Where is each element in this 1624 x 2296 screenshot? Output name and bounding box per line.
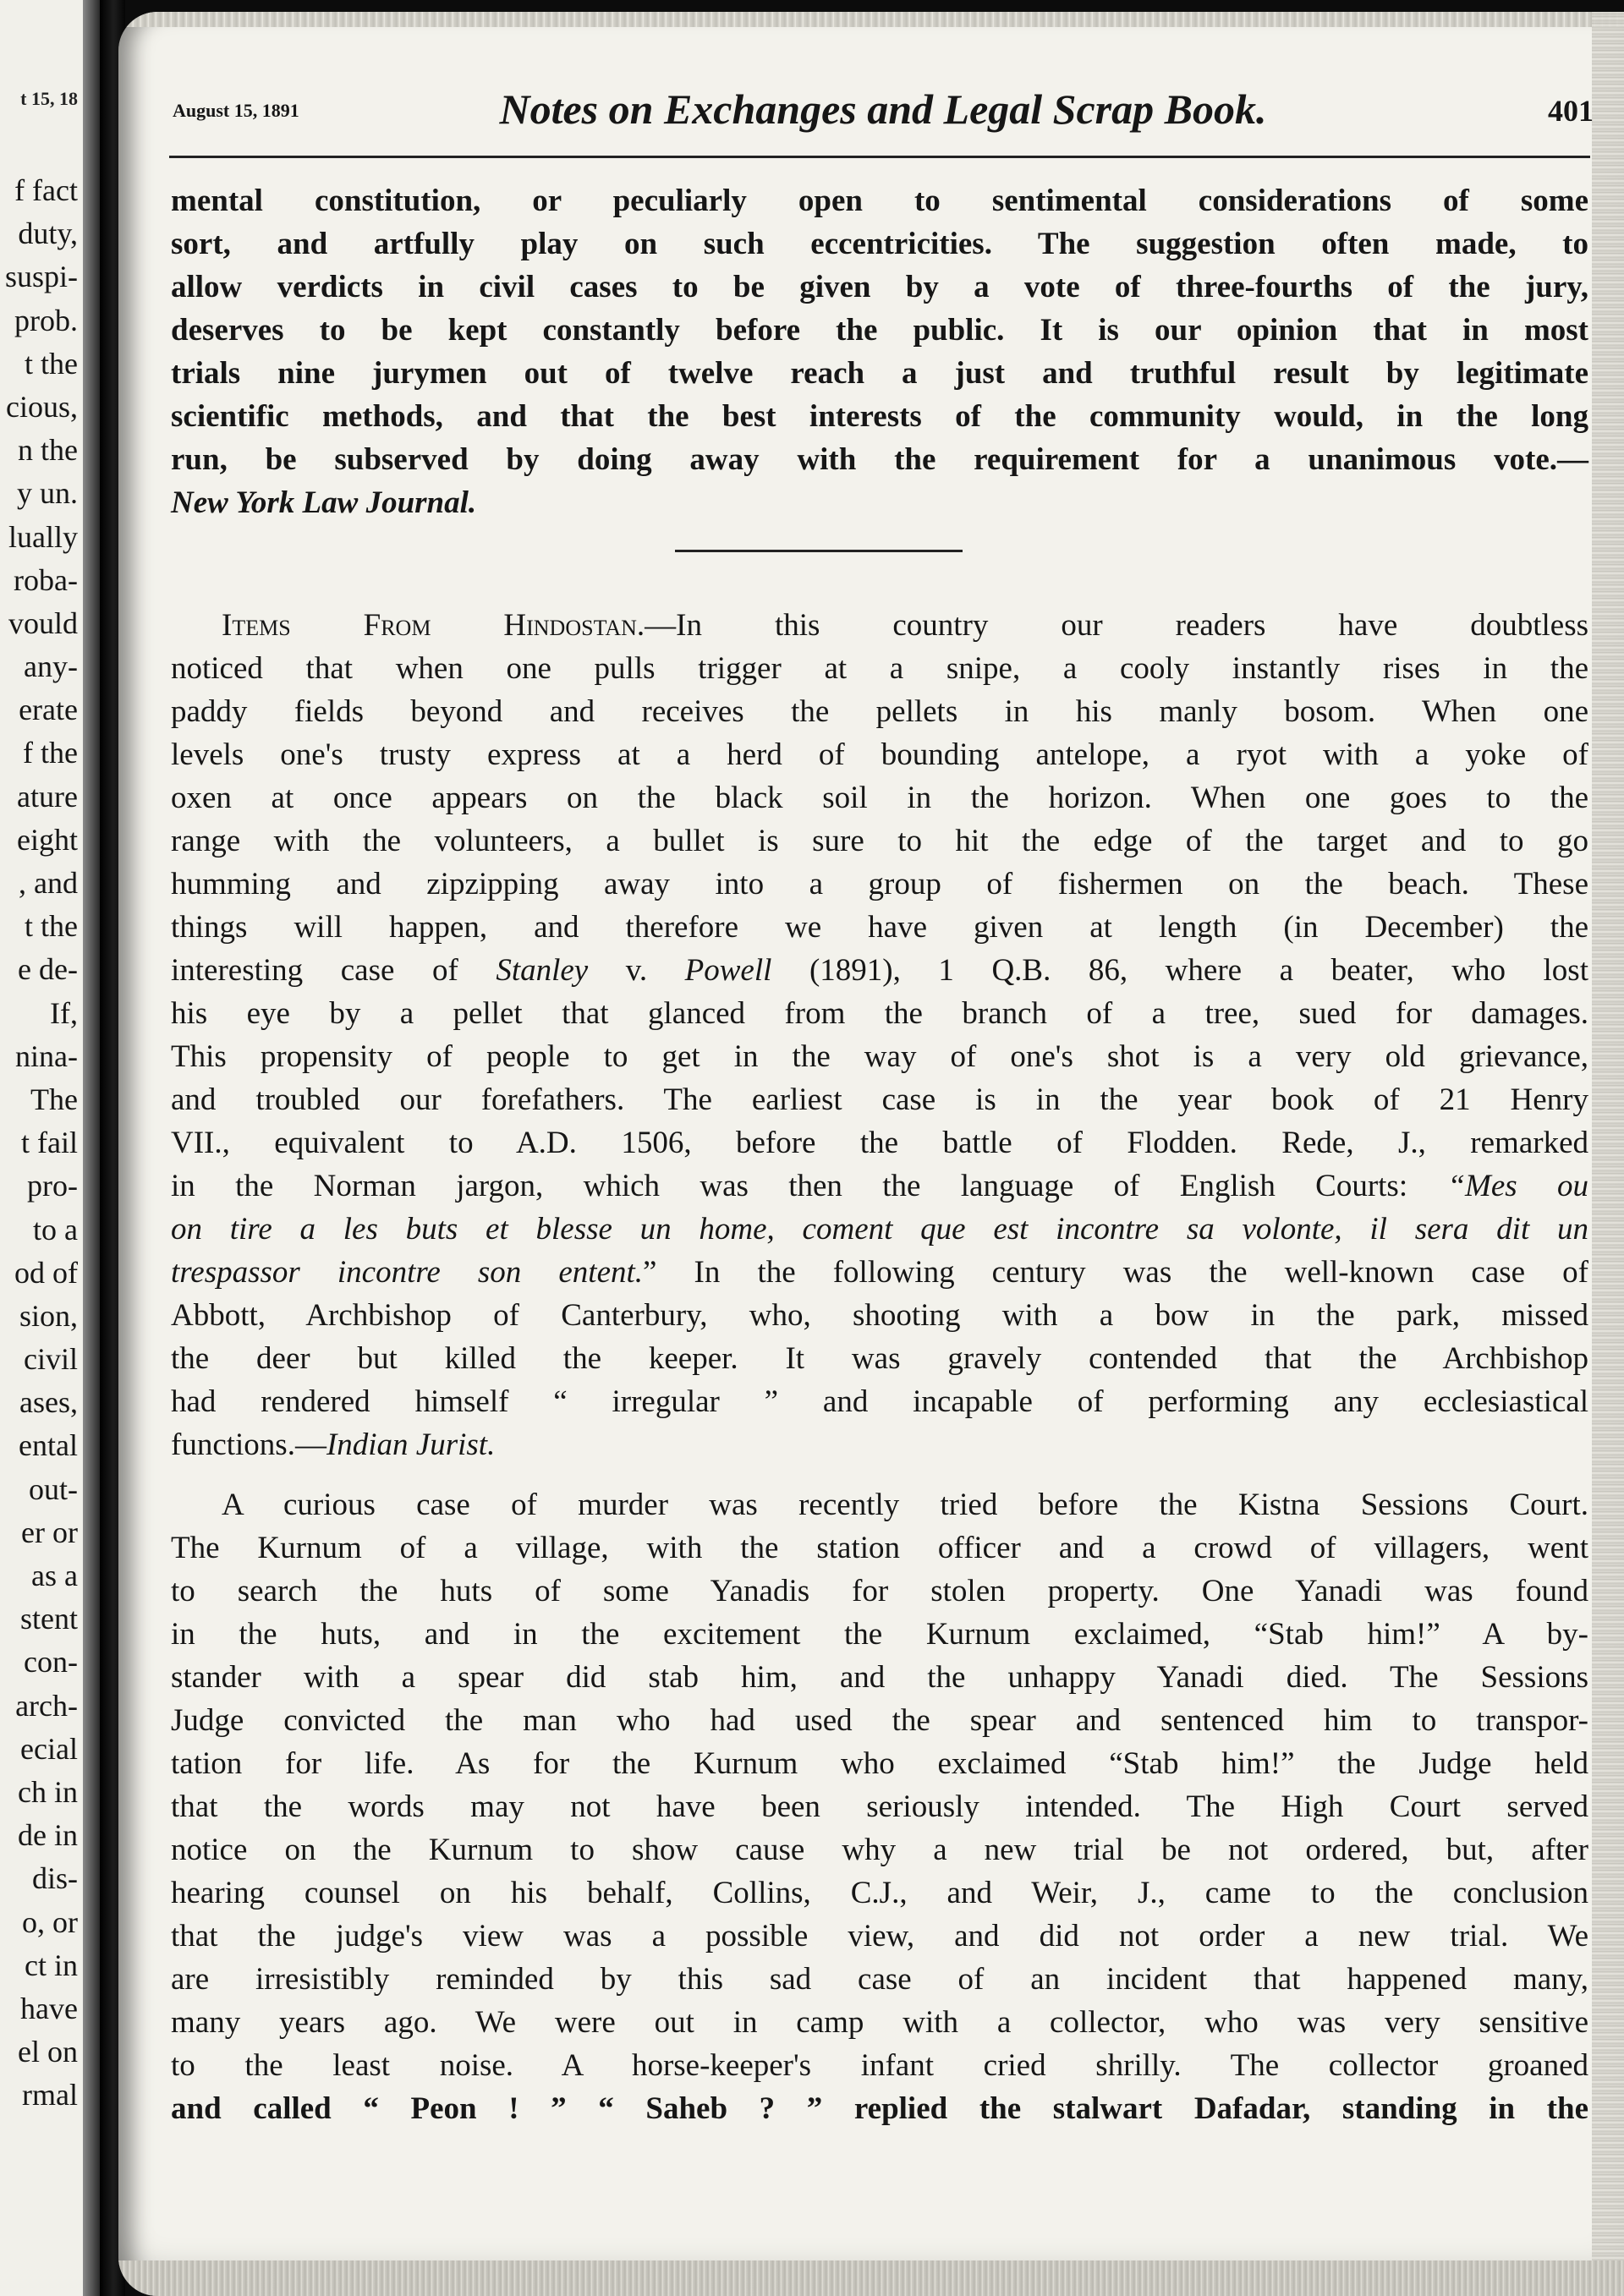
para3-line: that the judge's view was a possible view, and did not order a new trial. We bbox=[171, 1919, 1588, 1954]
para3-line: that the words may not have been seriously intended. The High Court served bbox=[171, 1789, 1588, 1824]
para1-line: mental constitution, or peculiarly open to sentimental considerations of some bbox=[171, 184, 1588, 218]
facing-page-line-ending: suspi- bbox=[4, 260, 78, 294]
facing-page-line-ending: nina- bbox=[15, 1038, 78, 1073]
facing-page-line-ending: roba- bbox=[14, 562, 78, 597]
facing-page-line-ending: el on bbox=[18, 2035, 78, 2069]
case-pre: interesting case of bbox=[171, 953, 497, 988]
items-last-pre: functions.— bbox=[171, 1427, 326, 1462]
para3-line: many years ago. We were out in camp with a collector, who was very sensitive bbox=[171, 2005, 1588, 2040]
para3-line: to the least noise. A horse-keeper's infant cried shrilly. The collector groaned bbox=[171, 2048, 1588, 2083]
facing-page-line-ending: duty, bbox=[18, 216, 78, 251]
facing-page-line-ending: vould bbox=[8, 606, 78, 640]
facing-page-line-ending: er or bbox=[21, 1515, 78, 1549]
facing-page-line-ending: t the bbox=[25, 909, 78, 944]
facing-page-line-ending: ct in bbox=[25, 1948, 78, 1982]
para1-line: deserves to be kept constantly before the public. It is our opinion that in most bbox=[171, 313, 1588, 348]
items-case-line bbox=[171, 949, 1588, 992]
para1-line: trials nine jurymen out of twelve reach a just and truthful result by legitimate bbox=[171, 356, 1588, 391]
facing-page-line-ending: sion, bbox=[19, 1298, 78, 1333]
page-bottom-edge bbox=[118, 2260, 1624, 2296]
french-pre: in the Norman jargon, which was then the language of English Courts: bbox=[171, 1169, 1448, 1203]
facing-page-line-ending: If, bbox=[50, 995, 78, 1030]
items-first-line bbox=[222, 604, 1588, 647]
facing-page-line-ending: arch- bbox=[15, 1688, 78, 1723]
running-head-title: Notes on Exchanges and Legal Scrap Book. bbox=[499, 85, 1267, 133]
items-line: things will happen, and therefore we have given at length (in December) the bbox=[171, 910, 1588, 945]
case-party-a: Stanley bbox=[496, 953, 589, 988]
items-line: Abbott, Archbishop of Canterbury, who, shooting with a bow in the park, missed bbox=[171, 1298, 1588, 1333]
facing-page-gutter-shadow bbox=[83, 0, 100, 2296]
items-line: oxen at once appears on the black soil in the horizon. When one goes to the bbox=[171, 781, 1588, 815]
items-source: Indian Jurist. bbox=[326, 1427, 496, 1462]
items-first-line-text: —In this country our readers have doubtless bbox=[645, 608, 1588, 643]
facing-page-line-ending: lually bbox=[8, 519, 78, 554]
facing-page-line-ending: e de- bbox=[18, 952, 78, 987]
para3-line: Judge convicted the man who had used the spear and sentenced him to transpor- bbox=[171, 1703, 1588, 1738]
case-v: v. bbox=[588, 953, 685, 988]
para1-source: New York Law Journal. bbox=[171, 485, 477, 520]
facing-page-line-ending: ecial bbox=[20, 1731, 78, 1766]
facing-page-line-ending: as a bbox=[31, 1559, 78, 1592]
facing-page-line-ending: eight bbox=[17, 822, 78, 857]
facing-page-line-ending: to a bbox=[33, 1212, 78, 1247]
french-quote-start: “Mes ou bbox=[1447, 1169, 1588, 1203]
page-number: 401 bbox=[1548, 94, 1594, 128]
facing-page-line-ending: erate bbox=[19, 693, 78, 727]
french-quote-end: trespassor incontre son entent. bbox=[171, 1255, 644, 1290]
facing-page-line-ending: o, or bbox=[22, 1904, 78, 1939]
facing-page-line-ending: ature bbox=[17, 779, 78, 814]
facing-page-line-ending: stent bbox=[20, 1602, 78, 1636]
items-french-end-line bbox=[171, 1251, 1588, 1294]
para3-line: and called “ Peon ! ” “ Saheb ? ” replied the stalwart Dafadar, standing in the bbox=[171, 2091, 1588, 2126]
para3-line: A curious case of murder was recently tried before the Kistna Sessions Court. bbox=[222, 1488, 1588, 1522]
page-top-edge bbox=[118, 12, 1624, 27]
facing-page-line-ending: The bbox=[30, 1082, 78, 1116]
facing-page-line-ending: prob. bbox=[14, 303, 78, 337]
para3-line: notice on the Kurnum to show cause why a new trial be not ordered, but, after bbox=[171, 1833, 1588, 1867]
facing-page-line-ending: , and bbox=[19, 866, 78, 900]
para3-line: stander with a spear did stab him, and the unhappy Yanadi died. The Sessions bbox=[171, 1660, 1588, 1695]
facing-page-line-ending: pro- bbox=[27, 1169, 78, 1203]
facing-page-line-ending: f fact bbox=[14, 173, 78, 207]
facing-page-line-ending: con- bbox=[24, 1645, 78, 1680]
para3-line: tation for life. As for the Kurnum who exclaimed “Stab him!” the Judge held bbox=[171, 1746, 1588, 1781]
items-line: paddy fields beyond and receives the pellets in his manly bosom. When one bbox=[171, 694, 1588, 729]
para3-line: in the huts, and in the excitement the Kurnum exclaimed, “Stab him!” A by- bbox=[171, 1617, 1588, 1652]
para1-line: sort, and artfully play on such eccentricities. The suggestion often made, to bbox=[171, 227, 1588, 261]
items-heading: Items From Hindostan. bbox=[222, 608, 645, 643]
facing-page-line-ending: y un. bbox=[17, 476, 78, 511]
para1-line: scientific methods, and that the best interests of the community would, in the long bbox=[171, 399, 1588, 434]
items-line: range with the volunteers, a bullet is sure to hit the edge of the target and to go bbox=[171, 824, 1588, 858]
facing-page-line-ending: rmal bbox=[22, 2078, 78, 2112]
facing-page-line-ending: ch in bbox=[18, 1774, 78, 1809]
facing-page-line-ending: ases, bbox=[19, 1385, 78, 1420]
para1-line: run, be subserved by doing away with the requirement for a unanimous vote.— bbox=[171, 442, 1588, 477]
items-line: humming and zipzipping away into a group of fishermen on the beach. These bbox=[171, 867, 1588, 901]
facing-page-line-ending: t the bbox=[25, 346, 78, 381]
items-line: levels one's trusty express at a herd of bounding antelope, a ryot with a yoke of bbox=[171, 737, 1588, 772]
book-page bbox=[118, 12, 1624, 2296]
items-french-line bbox=[171, 1164, 1588, 1208]
facing-page-line-ending: cious, bbox=[6, 389, 78, 424]
case-party-b: Powell bbox=[684, 953, 772, 988]
facing-page-line-ending: t fail bbox=[21, 1126, 78, 1160]
facing-page-line-ending: civil bbox=[24, 1342, 78, 1377]
facing-page-header-fragment: t 15, 18 bbox=[20, 88, 78, 109]
facing-page-fragment bbox=[0, 0, 100, 2296]
items-french-quote-line: on tire a les buts et blesse un home, coment que est incontre sa volonte, il sera dit un bbox=[171, 1212, 1588, 1247]
section-separator-rule bbox=[675, 550, 963, 552]
facing-page-line-ending: ental bbox=[19, 1428, 78, 1463]
items-line: his eye by a pellet that glanced from the branch of a tree, sued for damages. bbox=[171, 996, 1588, 1031]
facing-page-line-ending: od of bbox=[14, 1255, 78, 1290]
facing-page-line-ending: have bbox=[20, 1991, 78, 2025]
facing-page-line-ending: de in bbox=[18, 1818, 78, 1853]
page-right-edge bbox=[1592, 12, 1624, 2296]
items-line: the deer but killed the keeper. It was gravely contended that the Archbishop bbox=[171, 1341, 1588, 1376]
header-rule bbox=[169, 156, 1590, 158]
items-line: had rendered himself “ irregular ” and incapable of performing any ecclesiastical bbox=[171, 1384, 1588, 1419]
items-line: noticed that when one pulls trigger at a snipe, a cooly instantly rises in the bbox=[171, 651, 1588, 686]
para1-line: allow verdicts in civil cases to be given by a vote of three-fourths of the jury, bbox=[171, 270, 1588, 304]
facing-page-line-ending: n the bbox=[18, 433, 78, 468]
facing-page-line-ending: any- bbox=[24, 649, 78, 684]
facing-page-line-ending: f the bbox=[23, 736, 78, 770]
french-post: ” In the following century was the well-known case of bbox=[643, 1255, 1588, 1290]
items-line: and troubled our forefathers. The earliest case is in the year book of 21 Henry bbox=[171, 1082, 1588, 1117]
facing-page-line-ending: dis- bbox=[32, 1861, 78, 1896]
facing-page-line-ending: out- bbox=[29, 1471, 78, 1506]
facing-page-line-endings bbox=[0, 169, 78, 2117]
items-last-line bbox=[171, 1423, 1588, 1466]
para3-line: are irresistibly reminded by this sad case of an incident that happened many, bbox=[171, 1962, 1588, 1997]
case-post: (1891), 1 Q.B. 86, where a beater, who lost bbox=[771, 953, 1588, 988]
para3-line: to search the huts of some Yanadis for stolen property. One Yanadi was found bbox=[171, 1574, 1588, 1608]
para3-line: The Kurnum of a village, with the station officer and a crowd of villagers, went bbox=[171, 1531, 1588, 1565]
running-head bbox=[173, 85, 1594, 139]
para3-line: hearing counsel on his behalf, Collins, C.J., and Weir, J., came to the conclusion bbox=[171, 1876, 1588, 1910]
items-line: This propensity of people to get in the way of one's shot is a very old grievance, bbox=[171, 1039, 1588, 1074]
running-head-date: August 15, 1891 bbox=[173, 100, 299, 121]
items-line: VII., equivalent to A.D. 1506, before the battle of Flodden. Rede, J., remarked bbox=[171, 1126, 1588, 1160]
